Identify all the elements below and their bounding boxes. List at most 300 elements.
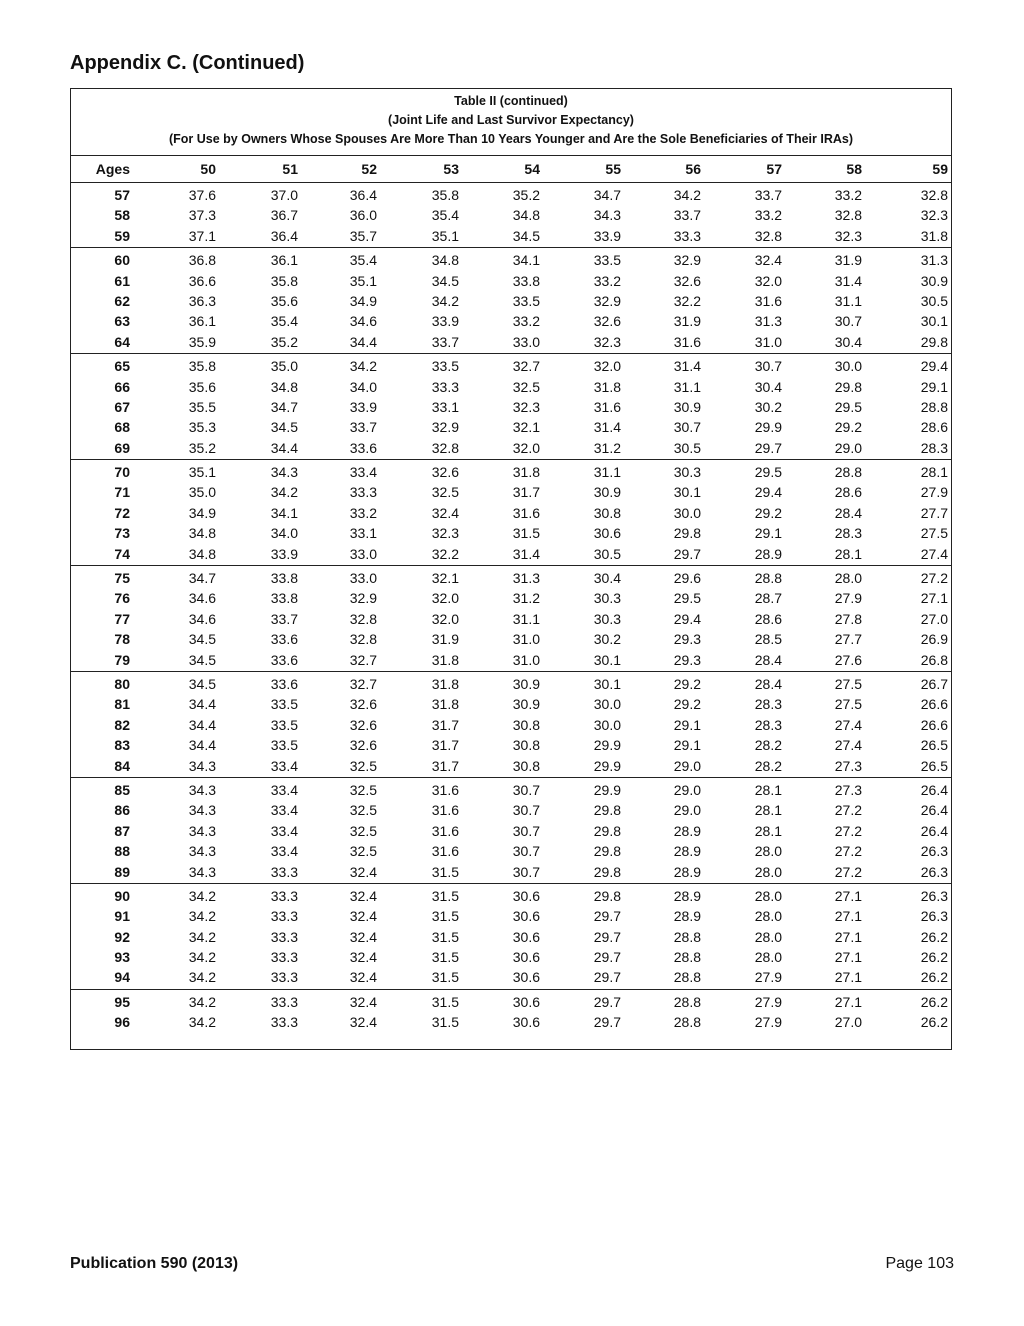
row-age-label: 69 — [114, 439, 130, 456]
table-cell: 27.9 — [834, 590, 862, 607]
table-cell: 26.3 — [920, 887, 948, 904]
table-row — [71, 397, 951, 417]
table-cell: 31.7 — [431, 757, 459, 774]
table-cell: 34.8 — [188, 545, 216, 562]
table-cell: 37.3 — [188, 207, 216, 224]
table-cell: 32.8 — [754, 227, 782, 244]
table-cell: 34.5 — [270, 419, 298, 436]
table-cell: 26.8 — [920, 651, 948, 668]
table-cell: 29.7 — [593, 969, 621, 986]
table-cell: 27.4 — [834, 716, 862, 733]
table-cell: 33.3 — [270, 993, 298, 1010]
table-cell: 29.1 — [673, 716, 701, 733]
table-cell: 35.7 — [349, 227, 377, 244]
row-age-label: 86 — [114, 802, 130, 819]
table-cell: 33.4 — [270, 781, 298, 798]
table-cell: 31.5 — [431, 908, 459, 925]
table-cell: 33.3 — [270, 908, 298, 925]
table-cell: 31.6 — [431, 822, 459, 839]
table-cell: 36.1 — [188, 313, 216, 330]
table-cell: 32.6 — [673, 272, 701, 289]
table-row — [71, 185, 951, 205]
table-cell: 27.0 — [920, 610, 948, 627]
table-cell: 33.2 — [349, 504, 377, 521]
table-cell: 26.5 — [920, 757, 948, 774]
table-row — [71, 927, 951, 947]
table-cell: 30.9 — [512, 696, 540, 713]
table-cell: 29.8 — [593, 822, 621, 839]
table-row — [71, 800, 951, 820]
row-age-label: 95 — [114, 993, 130, 1010]
table-cell: 27.8 — [834, 610, 862, 627]
table-cell: 32.4 — [349, 863, 377, 880]
table-cell: 35.0 — [188, 484, 216, 501]
page-heading: Appendix C. (Continued) — [70, 52, 305, 74]
table-cell: 33.3 — [270, 887, 298, 904]
table-cell: 32.0 — [593, 358, 621, 375]
table-cell: 29.8 — [593, 887, 621, 904]
table-body — [71, 183, 951, 1034]
table-cell: 33.1 — [349, 525, 377, 542]
table-row — [71, 629, 951, 649]
table-cell: 27.1 — [834, 887, 862, 904]
table-cell: 30.7 — [512, 802, 540, 819]
table-cell: 30.1 — [593, 651, 621, 668]
table-cell: 31.1 — [834, 292, 862, 309]
table-cell: 32.3 — [512, 398, 540, 415]
table-cell: 32.0 — [431, 610, 459, 627]
table-cell: 33.3 — [270, 928, 298, 945]
table-cell: 32.6 — [593, 313, 621, 330]
table-cell: 30.6 — [512, 928, 540, 945]
table-row — [71, 271, 951, 291]
table-cell: 33.9 — [349, 398, 377, 415]
table-cell: 33.2 — [754, 207, 782, 224]
table-cell: 32.5 — [349, 843, 377, 860]
table-cell: 34.2 — [188, 949, 216, 966]
column-header-age-54: 54 — [524, 161, 540, 177]
table-row — [71, 205, 951, 225]
table-cell: 32.3 — [593, 333, 621, 350]
table-cell: 30.6 — [512, 969, 540, 986]
table-cell: 32.3 — [431, 525, 459, 542]
table-cell: 28.3 — [754, 716, 782, 733]
table-cell: 31.6 — [431, 802, 459, 819]
table-cell: 29.6 — [673, 570, 701, 587]
table-cell: 30.5 — [593, 545, 621, 562]
table-cell: 29.7 — [593, 1014, 621, 1031]
table-cell: 33.8 — [270, 570, 298, 587]
table-cell: 30.5 — [920, 292, 948, 309]
table-cell: 35.0 — [270, 358, 298, 375]
table-cell: 33.8 — [270, 590, 298, 607]
table-cell: 32.7 — [512, 358, 540, 375]
table-cell: 32.4 — [349, 908, 377, 925]
table-cell: 30.7 — [512, 863, 540, 880]
table-row — [71, 438, 951, 458]
table-cell: 33.2 — [512, 313, 540, 330]
table-cell: 29.2 — [754, 504, 782, 521]
table-cell: 28.4 — [754, 675, 782, 692]
table-cell: 33.0 — [349, 570, 377, 587]
row-age-label: 85 — [114, 781, 130, 798]
table-cell: 33.0 — [512, 333, 540, 350]
row-age-label: 71 — [114, 484, 130, 501]
table-cell: 32.4 — [349, 1014, 377, 1031]
table-cell: 33.7 — [270, 610, 298, 627]
table-cell: 33.4 — [270, 802, 298, 819]
row-age-label: 78 — [114, 631, 130, 648]
table-cell: 36.4 — [349, 187, 377, 203]
table-cell: 32.8 — [431, 439, 459, 456]
table-cell: 35.2 — [270, 333, 298, 350]
row-group — [71, 778, 951, 884]
table-row — [71, 992, 951, 1012]
table-cell: 31.7 — [431, 716, 459, 733]
table-cell: 32.2 — [673, 292, 701, 309]
table-cell: 32.4 — [431, 504, 459, 521]
table-cell: 33.4 — [270, 757, 298, 774]
table-cell: 32.4 — [349, 928, 377, 945]
table-cell: 29.8 — [593, 843, 621, 860]
table-cell: 27.3 — [834, 757, 862, 774]
table-cell: 31.9 — [431, 631, 459, 648]
table-cell: 27.1 — [834, 993, 862, 1010]
table-cell: 27.2 — [834, 843, 862, 860]
row-age-label: 76 — [114, 590, 130, 607]
table-cell: 30.7 — [834, 313, 862, 330]
table-cell: 30.3 — [593, 590, 621, 607]
table-cell: 36.7 — [270, 207, 298, 224]
table-cell: 27.2 — [920, 570, 948, 587]
table-row — [71, 588, 951, 608]
table-cell: 35.3 — [188, 419, 216, 436]
table-cell: 30.8 — [512, 737, 540, 754]
table-cell: 34.5 — [512, 227, 540, 244]
table-row — [71, 250, 951, 270]
table-cell: 31.2 — [593, 439, 621, 456]
table-cell: 32.6 — [431, 464, 459, 481]
table-cell: 31.9 — [673, 313, 701, 330]
table-cell: 34.7 — [270, 398, 298, 415]
row-age-label: 63 — [114, 313, 130, 330]
table-cell: 26.3 — [920, 908, 948, 925]
table-cell: 30.3 — [593, 610, 621, 627]
table-cell: 33.6 — [270, 651, 298, 668]
table-row — [71, 523, 951, 543]
table-cell: 33.7 — [431, 333, 459, 350]
table-cell: 34.4 — [188, 716, 216, 733]
row-group — [71, 566, 951, 672]
table-row — [71, 674, 951, 694]
table-cell: 32.8 — [349, 631, 377, 648]
row-age-label: 64 — [114, 333, 130, 350]
table-cell: 30.0 — [834, 358, 862, 375]
table-cell: 31.8 — [920, 227, 948, 244]
table-cell: 36.0 — [349, 207, 377, 224]
table-cell: 33.8 — [512, 272, 540, 289]
table-cell: 29.3 — [673, 651, 701, 668]
row-group — [71, 884, 951, 990]
table-cell: 26.7 — [920, 675, 948, 692]
table-cell: 34.3 — [593, 207, 621, 224]
table-cell: 26.2 — [920, 928, 948, 945]
row-age-label: 70 — [114, 464, 130, 481]
table-subtitle: (Joint Life and Last Survivor Expectancy) — [388, 113, 634, 127]
table-cell: 31.5 — [512, 525, 540, 542]
row-age-label: 66 — [114, 378, 130, 395]
table-cell: 29.2 — [673, 675, 701, 692]
table-cell: 34.5 — [188, 675, 216, 692]
table-row — [71, 311, 951, 331]
table-cell: 34.9 — [349, 292, 377, 309]
table-cell: 29.1 — [673, 737, 701, 754]
table-cell: 30.2 — [754, 398, 782, 415]
table-cell: 31.3 — [512, 570, 540, 587]
table-cell: 33.3 — [349, 484, 377, 501]
table-cell: 30.0 — [673, 504, 701, 521]
table-cell: 29.8 — [834, 378, 862, 395]
table-cell: 34.2 — [349, 358, 377, 375]
table-cell: 30.8 — [512, 757, 540, 774]
table-cell: 28.9 — [673, 863, 701, 880]
table-cell: 32.2 — [431, 545, 459, 562]
table-cell: 31.6 — [593, 398, 621, 415]
table-cell: 31.8 — [512, 464, 540, 481]
table-cell: 28.2 — [754, 737, 782, 754]
table-cell: 27.3 — [834, 781, 862, 798]
table-cell: 28.8 — [673, 993, 701, 1010]
table-cell: 28.1 — [754, 802, 782, 819]
table-cell: 34.3 — [188, 781, 216, 798]
table-cell: 30.9 — [512, 675, 540, 692]
table-cell: 33.6 — [349, 439, 377, 456]
table-cell: 26.2 — [920, 969, 948, 986]
table-cell: 32.6 — [349, 737, 377, 754]
row-age-label: 82 — [114, 716, 130, 733]
table-cell: 27.7 — [834, 631, 862, 648]
table-cell: 29.5 — [754, 464, 782, 481]
table-cell: 27.9 — [920, 484, 948, 501]
table-cell: 36.8 — [188, 252, 216, 269]
table-cell: 28.0 — [754, 863, 782, 880]
table-cell: 34.0 — [349, 378, 377, 395]
table-cell: 29.8 — [593, 863, 621, 880]
table-cell: 30.9 — [920, 272, 948, 289]
table-cell: 28.9 — [673, 843, 701, 860]
table-cell: 34.8 — [431, 252, 459, 269]
table-cell: 32.5 — [349, 822, 377, 839]
table-row — [71, 735, 951, 755]
table-cell: 30.6 — [512, 887, 540, 904]
table-cell: 31.6 — [673, 333, 701, 350]
table-cell: 35.4 — [431, 207, 459, 224]
table-cell: 30.7 — [673, 419, 701, 436]
table-cell: 28.0 — [754, 887, 782, 904]
table-cell: 30.6 — [512, 908, 540, 925]
table-cell: 26.2 — [920, 1014, 948, 1031]
table-row — [71, 650, 951, 670]
table-cell: 33.4 — [349, 464, 377, 481]
table-row — [71, 462, 951, 482]
table-cell: 35.4 — [270, 313, 298, 330]
table-cell: 27.2 — [834, 863, 862, 880]
table-cell: 27.1 — [920, 590, 948, 607]
column-header-age-51: 51 — [282, 161, 298, 177]
table-cell: 28.0 — [754, 928, 782, 945]
table-cell: 29.0 — [834, 439, 862, 456]
table-note: (For Use by Owners Whose Spouses Are More Than 10 Years Younger and Are the Sole Beneficiaries of Their IRAs) — [169, 132, 853, 146]
row-age-label: 77 — [114, 610, 130, 627]
column-header-age-50: 50 — [200, 161, 216, 177]
table-cell: 28.2 — [754, 757, 782, 774]
table-cell: 32.4 — [349, 949, 377, 966]
table-row — [71, 1012, 951, 1032]
row-group — [71, 183, 951, 248]
table-cell: 34.1 — [512, 252, 540, 269]
table-row — [71, 568, 951, 588]
table-cell: 26.2 — [920, 993, 948, 1010]
table-cell: 35.8 — [270, 272, 298, 289]
table-cell: 36.1 — [270, 252, 298, 269]
table-cell: 30.1 — [920, 313, 948, 330]
table-cell: 33.7 — [754, 187, 782, 203]
table-cell: 32.8 — [834, 207, 862, 224]
table-cell: 32.5 — [512, 378, 540, 395]
table-cell: 28.1 — [754, 822, 782, 839]
table-row — [71, 906, 951, 926]
table-cell: 28.8 — [673, 928, 701, 945]
table-row — [71, 503, 951, 523]
table-cell: 31.5 — [431, 863, 459, 880]
table-cell: 29.7 — [673, 545, 701, 562]
table-cell: 26.4 — [920, 822, 948, 839]
table-cell: 29.0 — [673, 802, 701, 819]
table-cell: 30.0 — [593, 716, 621, 733]
table-cell: 35.4 — [349, 252, 377, 269]
table-cell: 27.4 — [920, 545, 948, 562]
table-cell: 32.3 — [834, 227, 862, 244]
table-cell: 32.1 — [512, 419, 540, 436]
table-cell: 32.4 — [754, 252, 782, 269]
table-cell: 26.4 — [920, 781, 948, 798]
table-cell: 31.8 — [593, 378, 621, 395]
table-cell: 32.6 — [349, 716, 377, 733]
table-cell: 30.3 — [673, 464, 701, 481]
table-row — [71, 356, 951, 376]
table-cell: 27.9 — [754, 1014, 782, 1031]
table-cell: 31.8 — [431, 696, 459, 713]
table-cell: 34.2 — [188, 887, 216, 904]
table-cell: 34.4 — [270, 439, 298, 456]
table-cell: 26.9 — [920, 631, 948, 648]
table-cell: 33.5 — [270, 716, 298, 733]
table-cell: 32.9 — [673, 252, 701, 269]
table-cell: 33.5 — [431, 358, 459, 375]
table-cell: 33.7 — [349, 419, 377, 436]
table-cell: 30.4 — [593, 570, 621, 587]
table-cell: 33.4 — [270, 843, 298, 860]
row-group — [71, 990, 951, 1034]
table-cell: 33.0 — [349, 545, 377, 562]
table-row — [71, 544, 951, 564]
table-cell: 31.7 — [431, 737, 459, 754]
table-cell: 28.3 — [754, 696, 782, 713]
table-cell: 33.3 — [270, 1014, 298, 1031]
table-cell: 35.9 — [188, 333, 216, 350]
table-cell: 29.4 — [920, 358, 948, 375]
row-age-label: 74 — [114, 545, 130, 562]
table-cell: 31.5 — [431, 949, 459, 966]
table-cell: 27.5 — [834, 675, 862, 692]
table-cell: 34.2 — [188, 969, 216, 986]
row-age-label: 81 — [114, 696, 130, 713]
row-age-label: 57 — [114, 187, 130, 203]
table-cell: 29.2 — [673, 696, 701, 713]
table-cell: 30.8 — [593, 504, 621, 521]
table-cell: 29.7 — [593, 928, 621, 945]
table-row — [71, 862, 951, 882]
table-row — [71, 332, 951, 352]
table-cell: 34.3 — [188, 802, 216, 819]
table-row — [71, 377, 951, 397]
table-cell: 29.1 — [920, 378, 948, 395]
table-cell: 34.2 — [431, 292, 459, 309]
table-cell: 34.2 — [270, 484, 298, 501]
table-cell: 28.0 — [754, 843, 782, 860]
table-cell: 33.5 — [593, 252, 621, 269]
table-row — [71, 967, 951, 987]
table-header-row — [71, 155, 951, 183]
table-cell: 29.1 — [754, 525, 782, 542]
row-age-label: 68 — [114, 419, 130, 436]
table-cell: 32.6 — [349, 696, 377, 713]
table-row — [71, 417, 951, 437]
row-age-label: 61 — [114, 272, 130, 289]
table-cell: 28.6 — [834, 484, 862, 501]
table-cell: 30.6 — [593, 525, 621, 542]
table-title: Table II (continued) — [454, 94, 568, 108]
table-cell: 33.9 — [270, 545, 298, 562]
table-cell: 29.7 — [593, 949, 621, 966]
table-cell: 36.3 — [188, 292, 216, 309]
table-row — [71, 715, 951, 735]
table-cell: 31.4 — [593, 419, 621, 436]
table-cell: 32.0 — [431, 590, 459, 607]
table-cell: 29.7 — [754, 439, 782, 456]
table-cell: 28.9 — [673, 822, 701, 839]
table-cell: 32.5 — [349, 802, 377, 819]
table-cell: 28.6 — [920, 419, 948, 436]
table-cell: 29.8 — [593, 802, 621, 819]
table-cell: 34.1 — [270, 504, 298, 521]
table-cell: 28.8 — [920, 398, 948, 415]
table-cell: 34.3 — [188, 843, 216, 860]
table-cell: 31.8 — [431, 675, 459, 692]
table-cell: 31.0 — [512, 651, 540, 668]
table-cell: 31.5 — [431, 887, 459, 904]
table-cell: 32.8 — [920, 187, 948, 203]
row-age-label: 75 — [114, 570, 130, 587]
table-cell: 26.5 — [920, 737, 948, 754]
table-cell: 32.0 — [754, 272, 782, 289]
table-cell: 34.4 — [188, 737, 216, 754]
row-age-label: 73 — [114, 525, 130, 542]
table-cell: 29.2 — [834, 419, 862, 436]
table-cell: 33.6 — [270, 675, 298, 692]
column-header-age-53: 53 — [443, 161, 459, 177]
table-cell: 32.7 — [349, 651, 377, 668]
